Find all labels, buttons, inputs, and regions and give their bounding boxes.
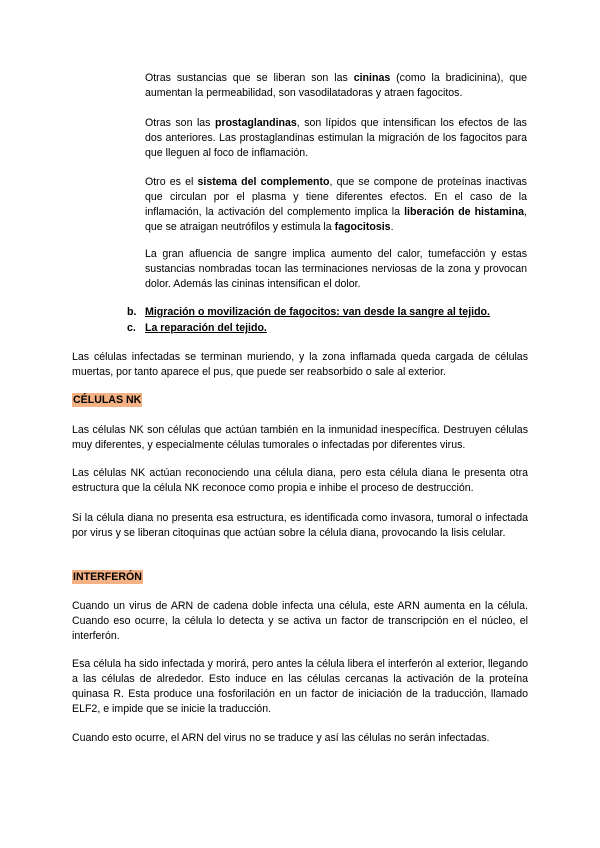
paragraph-prostaglandinas: Otras son las prostaglandinas, son lípidos que intensifican los efectos de las dos anteriores. Las prostaglandinas estimulan la migración de los fagocitos para que lleguen al foco de inflamación.	[145, 117, 527, 159]
heading-interferon: INTERFERÓN	[73, 571, 142, 583]
heading-celulas-nk: CÉLULAS NK	[73, 394, 142, 406]
list-item: c. La reparación del tejido.	[127, 322, 267, 334]
paragraph-interferon-2: Esa célula ha sido infectada y morirá, pero antes la célula libera el interferón al exterior, llegando a las células de alrededor. Esto induce en las células cercanas la activación de la proteína quinasa R. Esta produce una fosforilación en un factor de iniciación de la traducción, llamado ELF2, e impide que se inicie la traducción.	[72, 658, 528, 715]
term-cininas: cininas	[353, 72, 391, 84]
term-prostaglandinas: prostaglandinas	[214, 117, 297, 129]
paragraph-nk-1: Las células NK son células que actúan también en la inmunidad inespecífica. Destruyen células muy diferentes, y especialmente células tumorales o infectadas por diferentes virus.	[72, 424, 528, 451]
paragraph-pus: Las células infectadas se terminan muriendo, y la zona inflamada queda cargada de células muertas, por tanto aparece el pus, que puede ser reabsorbido o sale al exterior.	[72, 351, 528, 378]
term-sistema-complemento: sistema del complemento	[197, 176, 330, 188]
paragraph-interferon-1: Cuando un virus de ARN de cadena doble infecta una célula, este ARN aumenta en la célula. Cuando eso ocurre, la célula lo detecta y se activa un factor de transcripción en el núcleo, el interferón.	[72, 600, 528, 642]
term-fagocitosis: fagocitosis	[334, 221, 391, 233]
paragraph-complemento: Otro es el sistema del complemento, que se compone de proteínas inactivas que circulan por el plasma y tiene diferentes efectos. En el caso de la inflamación, la activación del complemento implica la liberación de histamina, que se atraigan neutrófilos y estimula la fagocitosis.	[145, 176, 527, 233]
paragraph-nk-3: Si la célula diana no presenta esa estructura, es identificada como invasora, tumoral o infectada por virus y se liberan citoquinas que actúan sobre la célula diana, provocando la lisis celular.	[72, 512, 528, 539]
phase-list	[127, 305, 527, 337]
paragraph-cininas: Otras sustancias que se liberan son las cininas (como la bradicinina), que aumentan la permeabilidad, son vasodilatadoras y atraen fagocitos.	[145, 72, 527, 99]
list-item: b. Migración o movilización de fagocitos: van desde la sangre al tejido.	[127, 306, 490, 318]
paragraph-dolor: La gran afluencia de sangre implica aumento del calor, tumefacción y estas sustancias nombradas tocan las terminaciones nerviosas de la zona y provocan dolor. Además las cininas intensifican el dolor.	[145, 248, 527, 290]
paragraph-interferon-3: Cuando esto ocurre, el ARN del virus no se traduce y así las células no serán infectadas.	[72, 732, 490, 744]
paragraph-nk-2: Las células NK actúan reconociendo una célula diana, pero esta célula diana le presenta otra estructura que la célula NK reconoce como propia e inhibe el proceso de destrucción.	[72, 467, 528, 494]
term-liberacion-histamina: liberación de histamina	[404, 206, 525, 218]
